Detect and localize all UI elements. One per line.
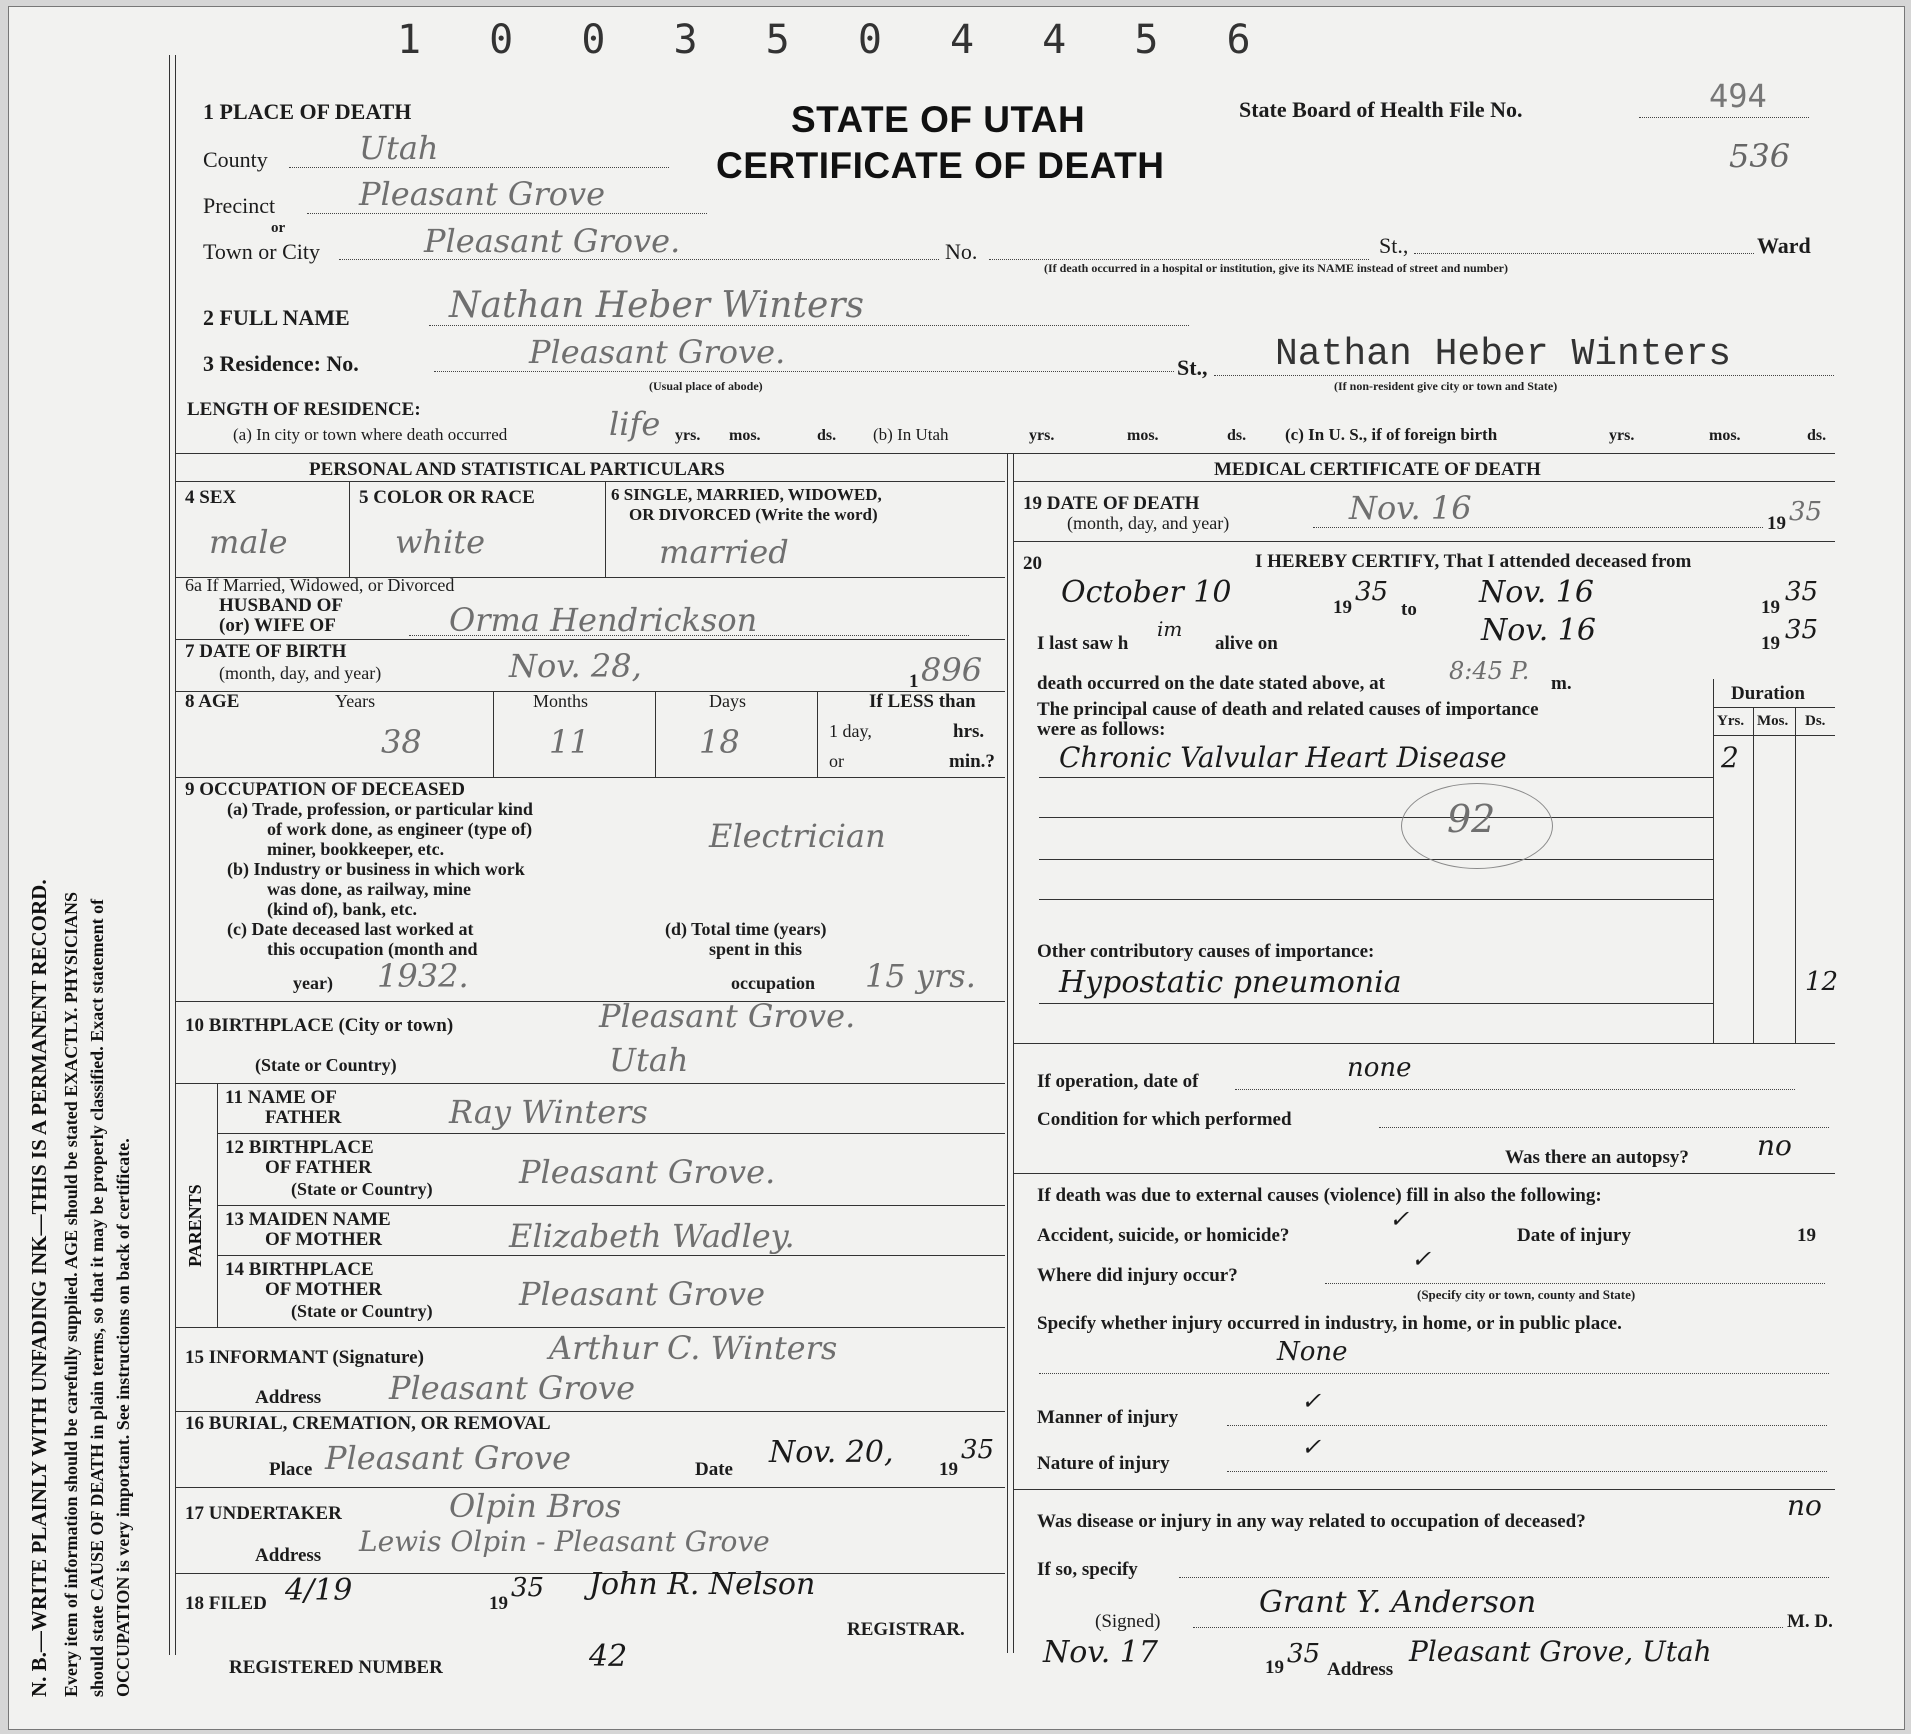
length-b-mos: mos. — [1127, 427, 1159, 444]
residence-st-line — [1214, 375, 1834, 376]
form-left-border — [169, 55, 170, 1655]
rule-after-father — [217, 1133, 1005, 1134]
specify-label: Specify whether injury occurred in industry, in home, or in public place. — [1037, 1313, 1622, 1334]
related-label: Was disease or injury in any way related to occupation of deceased? — [1037, 1511, 1586, 1532]
color-label: 5 COLOR OR RACE — [359, 487, 535, 508]
duration-yrs-label: Yrs. — [1717, 713, 1745, 729]
age-divider-1 — [493, 691, 494, 777]
related-value: no — [1787, 1489, 1822, 1522]
father-birth-label-2: OF FATHER — [265, 1157, 372, 1178]
occ-b-line3: (kind of), bank, etc. — [267, 899, 418, 919]
cause-duration-years: 2 — [1721, 741, 1739, 774]
filed-label: 18 FILED — [185, 1593, 267, 1614]
rule-after-dod — [1013, 541, 1835, 542]
signature-line — [1193, 1627, 1783, 1628]
where-label: Where did injury occur? — [1037, 1265, 1238, 1286]
marital-label-2: OR DIVORCED (Write the word) — [629, 505, 878, 524]
burial-place: Pleasant Grove — [325, 1439, 572, 1477]
ward-label: Ward — [1757, 233, 1811, 258]
file-no-alt: 536 — [1729, 137, 1791, 175]
father-birth-label-1: 12 BIRTHPLACE — [225, 1137, 374, 1158]
center-divider-2 — [1013, 453, 1014, 1653]
county-value: Utah — [359, 129, 439, 167]
last-worked-value: 1932. — [377, 957, 469, 995]
file-no-line — [1639, 117, 1809, 118]
spouse-value: Orma Hendrickson — [449, 601, 758, 639]
sign-year-prefix: 19 — [1265, 1657, 1284, 1678]
filed-value: 4/19 — [285, 1573, 353, 1608]
occ-a-line3: miner, bookkeeper, etc. — [267, 839, 445, 859]
rule-after-autopsy — [1013, 1173, 1835, 1174]
dob-year-prefix: 1 — [909, 671, 919, 692]
full-name-label: 2 FULL NAME — [203, 305, 350, 330]
nature-label: Nature of injury — [1037, 1453, 1170, 1474]
st-label: St., — [1379, 233, 1409, 258]
mother-birth-label-2: OF MOTHER — [265, 1279, 382, 1300]
color-box-divider — [605, 481, 606, 577]
occ-d-line3: occupation — [731, 973, 816, 993]
color-value: white — [395, 523, 486, 561]
length-a-yrs: yrs. — [675, 427, 701, 444]
lastsaw-label: I last saw h — [1037, 633, 1129, 654]
age-days-label: Days — [709, 691, 746, 711]
dob-year: 896 — [921, 651, 983, 689]
specify-line — [1039, 1373, 1829, 1374]
m-label: m. — [1551, 673, 1572, 694]
birthplace-state-label: (State or Country) — [255, 1055, 397, 1075]
contrib-duration-days: 12 — [1805, 967, 1839, 997]
residence-line — [434, 371, 1174, 372]
dod-label-2: (month, day, and year) — [1067, 513, 1230, 533]
age-days: 18 — [699, 723, 740, 761]
age-min-label: min.? — [949, 751, 995, 772]
undertaker-address: Lewis Olpin - Pleasant Grove — [359, 1525, 770, 1558]
undertaker-address-label: Address — [255, 1545, 322, 1566]
duration-col-3 — [1795, 707, 1796, 1043]
lastsaw-date: Nov. 16 — [1481, 613, 1596, 648]
attended-from-year: 35 — [1355, 577, 1389, 607]
principal-cause: Chronic Valvular Heart Disease — [1059, 741, 1507, 774]
attended-from-year-prefix: 19 — [1333, 597, 1352, 618]
registrar-signature: John R. Nelson — [589, 1567, 816, 1602]
length-b-label: (b) In Utah — [873, 425, 949, 444]
cause-line-4 — [1039, 899, 1713, 900]
age-or-label: or — [829, 751, 844, 771]
circled-code: 92 — [1447, 797, 1496, 841]
informant-address-label: Address — [255, 1387, 322, 1408]
duration-col-2 — [1753, 707, 1754, 1043]
injury-year-prefix: 19 — [1797, 1225, 1816, 1246]
precinct-value: Pleasant Grove — [359, 175, 606, 213]
burial-year: 35 — [961, 1435, 995, 1465]
md-label: M. D. — [1787, 1611, 1833, 1632]
occ-c-line2: this occupation (month and — [267, 939, 478, 959]
burial-date-label: Date — [695, 1459, 733, 1480]
center-divider — [1007, 453, 1008, 1653]
manner-label: Manner of injury — [1037, 1407, 1179, 1428]
marital-value: married — [659, 533, 789, 571]
time-of-death: 8:45 P. — [1449, 657, 1530, 685]
rule-after-birthplace — [175, 1083, 1005, 1084]
length-label: LENGTH OF RESIDENCE: — [187, 399, 421, 420]
cause-line-2 — [1039, 817, 1713, 818]
to-label: to — [1401, 599, 1417, 620]
cause-label-2: were as follows: — [1037, 719, 1166, 740]
dod-year-prefix: 19 — [1767, 513, 1786, 534]
rule-after-informant — [175, 1411, 1005, 1412]
form-left-border-inner — [175, 55, 176, 1655]
residence-label: 3 Residence: No. — [203, 351, 359, 376]
place-heading: 1 PLACE OF DEATH — [203, 99, 412, 124]
father-birth-label-3: (State or Country) — [291, 1179, 433, 1199]
father-birth-value: Pleasant Grove. — [519, 1153, 776, 1191]
age-hrs-label: hrs. — [953, 721, 985, 742]
medical-heading-rule — [1013, 481, 1835, 482]
accident-label: Accident, suicide, or homicide? — [1037, 1225, 1290, 1246]
manner-value: ✓ — [1301, 1387, 1322, 1415]
medical-heading: MEDICAL CERTIFICATE OF DEATH — [1214, 459, 1541, 480]
father-label-2: FATHER — [265, 1107, 342, 1128]
full-name-value: Nathan Heber Winters — [449, 285, 864, 326]
mother-birth-value: Pleasant Grove — [519, 1275, 766, 1313]
ifso-label: If so, specify — [1037, 1559, 1138, 1580]
dod-label-1: 19 DATE OF DEATH — [1023, 493, 1200, 514]
file-no-label: State Board of Health File No. — [1239, 97, 1523, 122]
registrar-label: REGISTRAR. — [847, 1619, 965, 1640]
injury-date-label: Date of injury — [1517, 1225, 1631, 1246]
lastsaw-year-prefix: 19 — [1761, 633, 1780, 654]
burial-place-label: Place — [269, 1459, 313, 1480]
side-note-line1: N. B.—WRITE PLAINLY WITH UNFADING INK—THIS IS A PERMANENT RECORD. — [27, 879, 51, 1697]
residence-st-label: St., — [1177, 355, 1208, 380]
contrib-line — [1039, 1003, 1713, 1004]
regnum-label: REGISTERED NUMBER — [229, 1657, 443, 1678]
condition-line — [1379, 1127, 1829, 1128]
occ-a-line2: of work done, as engineer (type of) — [267, 819, 533, 839]
precinct-line — [307, 213, 707, 214]
duration-label: Duration — [1731, 683, 1805, 704]
occ-c-line1: (c) Date deceased last worked at — [227, 919, 474, 939]
attended-to-date: Nov. 16 — [1479, 575, 1594, 610]
operation-value: none — [1347, 1053, 1412, 1083]
sign-address-label: Address — [1327, 1659, 1394, 1680]
duration-header-rule — [1713, 707, 1835, 708]
operation-label: If operation, date of — [1037, 1071, 1199, 1092]
rule-after-mother — [217, 1255, 1005, 1256]
lastsaw-year: 35 — [1785, 615, 1819, 645]
county-label: County — [203, 147, 268, 172]
mother-value: Elizabeth Wadley. — [509, 1217, 795, 1255]
where-line — [1325, 1283, 1825, 1284]
dod-year: 35 — [1789, 497, 1823, 527]
occ-b-line2: was done, as railway, mine — [267, 879, 472, 899]
grid-top — [175, 453, 1835, 454]
informant-address: Pleasant Grove — [389, 1369, 636, 1407]
duration-ds-label: Ds. — [1805, 713, 1826, 729]
cause-line-3 — [1039, 859, 1713, 860]
accident-value: ✓ — [1389, 1205, 1410, 1233]
contrib-label: Other contributory causes of importance: — [1037, 941, 1375, 962]
ifso-line — [1179, 1577, 1829, 1578]
birthplace-value: Pleasant Grove. — [599, 997, 856, 1035]
title-state: STATE OF UTAH — [791, 99, 1086, 140]
item-20-number: 20 — [1023, 553, 1042, 574]
filed-year-prefix: 19 — [489, 1593, 508, 1614]
side-note-line2: Every item of information should be carefully supplied. AGE should be stated EXACTLY. PHYSICIANS — [61, 892, 81, 1697]
cause-line-1 — [1039, 777, 1713, 778]
marital-label-1: 6 SINGLE, MARRIED, WIDOWED, — [611, 485, 882, 504]
occ-d-line1: (d) Total time (years) — [665, 919, 827, 939]
rule-after-causes — [1013, 1043, 1835, 1044]
total-time-value: 15 yrs. — [865, 957, 976, 995]
nonresident-note: (If non-resident give city or town and State) — [1334, 379, 1558, 393]
dod-value: Nov. 16 — [1349, 489, 1472, 527]
length-c-ds: ds. — [1807, 427, 1827, 444]
rule-after-parents — [175, 1327, 1005, 1328]
father-label-1: 11 NAME OF — [225, 1087, 337, 1108]
undertaker-value: Olpin Bros — [449, 1487, 622, 1525]
regnum-value: 42 — [589, 1639, 628, 1674]
serial-number: 1 0 0 3 5 0 4 4 5 6 — [397, 17, 1273, 63]
father-value: Ray Winters — [449, 1093, 648, 1131]
rule-after-age — [175, 777, 1005, 778]
physician-signature: Grant Y. Anderson — [1259, 1585, 1537, 1620]
duration-subheader-rule — [1713, 735, 1835, 736]
length-c-yrs: yrs. — [1609, 427, 1635, 444]
length-a-mos: mos. — [729, 427, 761, 444]
title-certificate: CERTIFICATE OF DEATH — [716, 145, 1165, 186]
occ-a-line1: (a) Trade, profession, or particular kind — [227, 799, 533, 819]
sex-label: 4 SEX — [185, 487, 237, 508]
spouse-label-3: (or) WIFE OF — [219, 615, 336, 636]
mother-birth-label-3: (State or Country) — [291, 1301, 433, 1321]
dob-label-2: (month, day, and year) — [219, 663, 382, 683]
burial-year-prefix: 19 — [939, 1459, 958, 1480]
hospital-note: (If death occurred in a hospital or institution, give its NAME instead of street and number) — [1044, 261, 1509, 275]
attended-to-year-prefix: 19 — [1761, 597, 1780, 618]
occ-b-line1: (b) Industry or business in which work — [227, 859, 525, 879]
age-years-label: Years — [335, 691, 376, 711]
usual-abode-note: (Usual place of abode) — [649, 379, 763, 393]
personal-heading-rule — [175, 481, 1005, 482]
death-certificate — [8, 6, 1905, 1730]
sign-address: Pleasant Grove, Utah — [1409, 1635, 1712, 1668]
age-less-label: If LESS than — [869, 691, 976, 712]
attended-to-year: 35 — [1785, 577, 1819, 607]
where-note: (Specify city or town, county and State) — [1417, 1287, 1636, 1302]
length-a-ds: ds. — [817, 427, 837, 444]
manner-line — [1227, 1425, 1827, 1426]
signed-label: (Signed) — [1095, 1611, 1161, 1632]
alive-on-label: alive on — [1215, 633, 1278, 654]
dod-line — [1313, 527, 1763, 528]
sign-year: 35 — [1287, 1639, 1321, 1669]
where-value: ✓ — [1411, 1245, 1432, 1273]
age-label: 8 AGE — [185, 691, 240, 712]
autopsy-value: no — [1757, 1129, 1792, 1162]
sign-date: Nov. 17 — [1043, 1635, 1158, 1670]
lastsaw-him: im — [1157, 617, 1183, 641]
no-line — [989, 259, 1369, 260]
residence-value: Pleasant Grove. — [529, 333, 786, 371]
length-a-label: (a) In city or town where death occurred — [233, 425, 508, 444]
duration-col-1 — [1713, 679, 1714, 1043]
certify-text: I HEREBY CERTIFY, That I attended deceased from — [1255, 551, 1692, 572]
age-divider-2 — [655, 691, 656, 777]
age-divider-3 — [817, 691, 818, 777]
town-label: Town or City — [203, 239, 321, 264]
attended-from-date: October 10 — [1061, 575, 1232, 610]
burial-date: Nov. 20, — [769, 1435, 894, 1470]
mother-label-2: OF MOTHER — [265, 1229, 382, 1250]
rule-after-father-birth — [217, 1205, 1005, 1206]
age-oneday-label: 1 day, — [829, 721, 872, 741]
rule-after-spouse — [175, 639, 1005, 640]
side-note-line4: OCCUPATION is very important. See instructions on back of certificate. — [113, 1138, 133, 1697]
occupation-heading: 9 OCCUPATION OF DECEASED — [185, 779, 465, 800]
dob-label-1: 7 DATE OF BIRTH — [185, 641, 347, 662]
typed-name: Nathan Heber Winters — [1275, 333, 1732, 376]
town-value: Pleasant Grove. — [424, 222, 681, 260]
mother-label-1: 13 MAIDEN NAME — [225, 1209, 391, 1230]
sex-box-divider — [349, 481, 350, 577]
dob-value: Nov. 28, — [509, 647, 642, 685]
length-a-value: life — [609, 405, 661, 443]
length-b-yrs: yrs. — [1029, 427, 1055, 444]
specify-value: None — [1277, 1337, 1348, 1367]
county-line — [289, 167, 669, 168]
birthplace-label: 10 BIRTHPLACE (City or town) — [185, 1015, 454, 1036]
occupation-value: Electrician — [709, 817, 886, 855]
spouse-label-1: 6a If Married, Widowed, or Divorced — [185, 575, 455, 595]
st-line — [1414, 253, 1754, 254]
operation-line — [1235, 1089, 1795, 1090]
length-c-label: (c) In U. S., if of foreign birth — [1285, 425, 1498, 444]
external-label: If death was due to external causes (violence) fill in also the following: — [1037, 1185, 1602, 1206]
death-occurred-label: death occurred on the date stated above, at — [1037, 673, 1385, 694]
precinct-label: Precinct — [203, 193, 276, 218]
filed-year: 35 — [511, 1573, 545, 1603]
occ-d-line2: spent in this — [709, 939, 803, 959]
nature-line — [1227, 1471, 1827, 1472]
age-years: 38 — [381, 723, 422, 761]
nature-value: ✓ — [1301, 1433, 1322, 1461]
birthplace-state-value: Utah — [609, 1041, 689, 1079]
parents-label: PARENTS — [185, 1184, 205, 1267]
age-months-label: Months — [533, 691, 589, 711]
spouse-label-2: HUSBAND OF — [219, 595, 344, 616]
length-c-mos: mos. — [1709, 427, 1741, 444]
file-no: 494 — [1709, 77, 1767, 115]
sex-value: male — [209, 523, 288, 561]
length-b-ds: ds. — [1227, 427, 1247, 444]
burial-label: 16 BURIAL, CREMATION, OR REMOVAL — [185, 1413, 551, 1434]
duration-mos-label: Mos. — [1757, 713, 1789, 729]
rule-after-occupation — [175, 1001, 1005, 1002]
condition-label: Condition for which performed — [1037, 1109, 1292, 1130]
or-label: or — [271, 220, 286, 236]
contrib-cause: Hypostatic pneumonia — [1059, 965, 1402, 1000]
informant-label: 15 INFORMANT (Signature) — [185, 1347, 424, 1368]
informant-value: Arthur C. Winters — [549, 1329, 838, 1367]
undertaker-label: 17 UNDERTAKER — [185, 1503, 342, 1524]
autopsy-label: Was there an autopsy? — [1505, 1147, 1689, 1168]
mother-birth-label-1: 14 BIRTHPLACE — [225, 1259, 374, 1280]
no-label: No. — [945, 239, 978, 264]
personal-heading: PERSONAL AND STATISTICAL PARTICULARS — [309, 459, 725, 480]
occ-c-line3: year) — [293, 973, 333, 993]
cause-label-1: The principal cause of death and related causes of importance — [1037, 699, 1539, 720]
age-months: 11 — [549, 723, 590, 761]
rule-after-nature — [1013, 1489, 1835, 1490]
side-note-line3: should state CAUSE OF DEATH in plain terms, so that it may be properly classified. Exact statement of — [87, 898, 107, 1697]
